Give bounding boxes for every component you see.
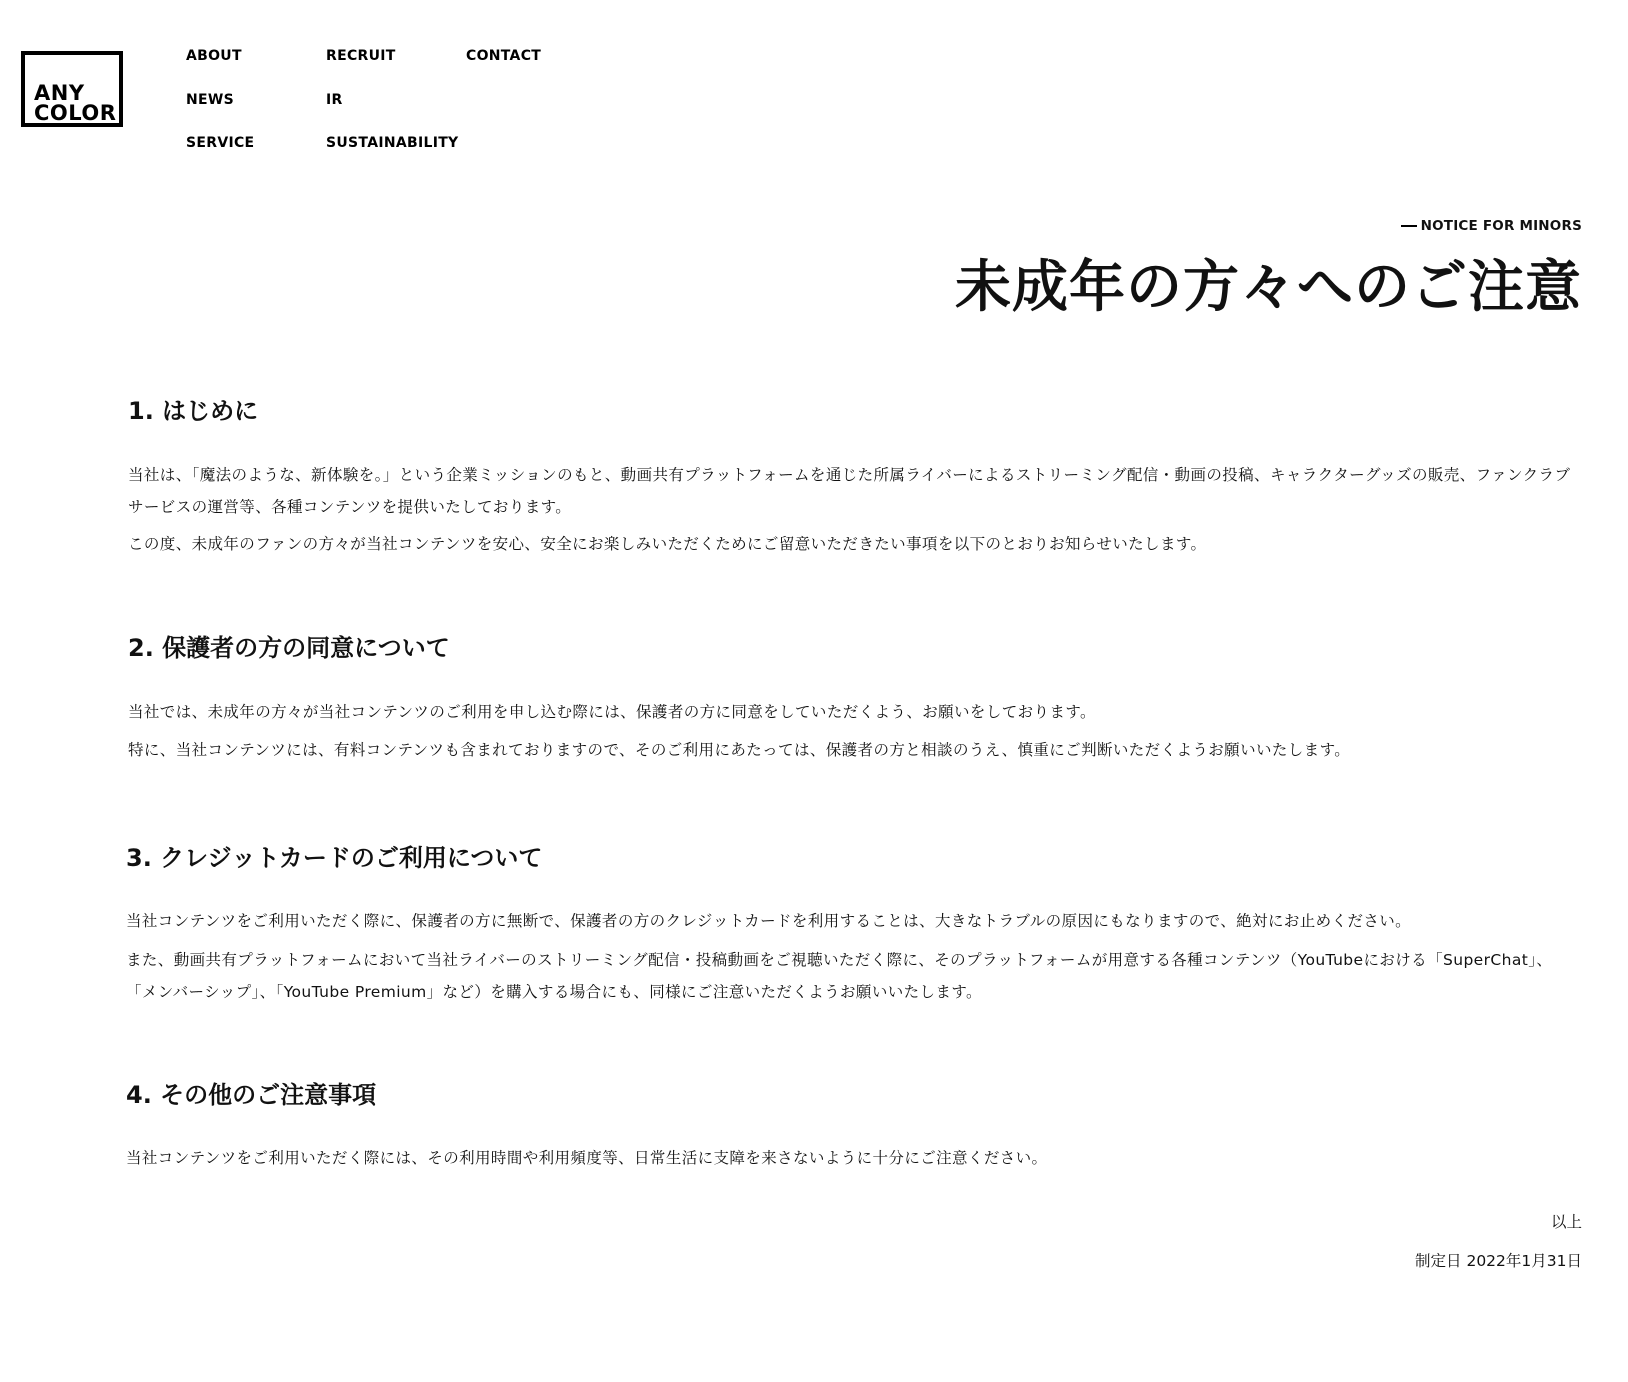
nav-news-link[interactable]: NEWS (186, 92, 235, 108)
section-heading: 3. クレジットカードのご利用について (126, 844, 543, 872)
established-date: 制定日 2022年1月31日 (1415, 1252, 1582, 1270)
section-paragraph: 当社コンテンツをご利用いただく際には、その利用時間や利用頻度等、日常生活に支障を来さないように十分にご注意ください。 (126, 1149, 1048, 1167)
section-heading: 4. その他のご注意事項 (126, 1081, 377, 1109)
section-paragraph: 当社は、「魔法のような、新体験を。」という企業ミッションのもと、動画共有プラットフォームを通じた所属ライバーによるストリーミング配信・動画の投稿、キャラクターグッズの販売、ファンクラブサービスの運営等、各種コンテンツを提供いたしております。 (128, 466, 1571, 516)
section-paragraph: 当社コンテンツをご利用いただく際に、保護者の方に無断で、保護者の方のクレジットカードを利用することは、大きなトラブルの原因にもなりますので、絶対にお止めください。 (126, 912, 1412, 930)
nav-contact-link[interactable]: CONTACT (466, 48, 542, 64)
section-paragraph: 特に、当社コンテンツには、有料コンテンツも含まれておりますので、そのご利用にあたっては、保護者の方と相談のうえ、慎重にご判断いただくようお願いいたします。 (128, 741, 1351, 759)
closing-text: 以上 (1550, 1213, 1582, 1231)
page-eyebrow: NOTICE FOR MINORS (1401, 218, 1582, 234)
section-heading: 1. はじめに (128, 397, 259, 425)
section-paragraph: 当社では、未成年の方々が当社コンテンツのご利用を申し込む際には、保護者の方に同意をしていただくよう、お願いをしております。 (128, 703, 1096, 721)
section-paragraph: この度、未成年のファンの方々が当社コンテンツを安心、安全にお楽しみいただくためにご留意いただきたい事項を以下のとおりお知らせいたします。 (128, 535, 1207, 553)
section-paragraph: また、動画共有プラットフォームにおいて当社ライバーのストリーミング配信・投稿動画をご視聴いただく際に、そのプラットフォームが用意する各種コンテンツ（YouTubeにおける「SuperChat」、「メンバーシップ」、「YouTube Premium」など）を購入する場合にも、同様にご注意いただくようお願いいたします。 (126, 951, 1553, 1001)
nav-service-link[interactable]: SERVICE (186, 135, 255, 151)
page-title: 未成年の方々へのご注意 (955, 255, 1582, 320)
nav-recruit-link[interactable]: RECRUIT (326, 48, 396, 64)
anycolor-logo[interactable] (21, 51, 123, 127)
logo-line-2: COLOR (34, 101, 117, 125)
section-heading: 2. 保護者の方の同意について (128, 634, 450, 662)
nav-about-link[interactable]: ABOUT (186, 48, 242, 64)
nav-ir-link[interactable]: IR (326, 92, 343, 108)
logo-line-1: ANY (34, 81, 85, 105)
nav-sustainability-link[interactable]: SUSTAINABILITY (326, 135, 459, 151)
